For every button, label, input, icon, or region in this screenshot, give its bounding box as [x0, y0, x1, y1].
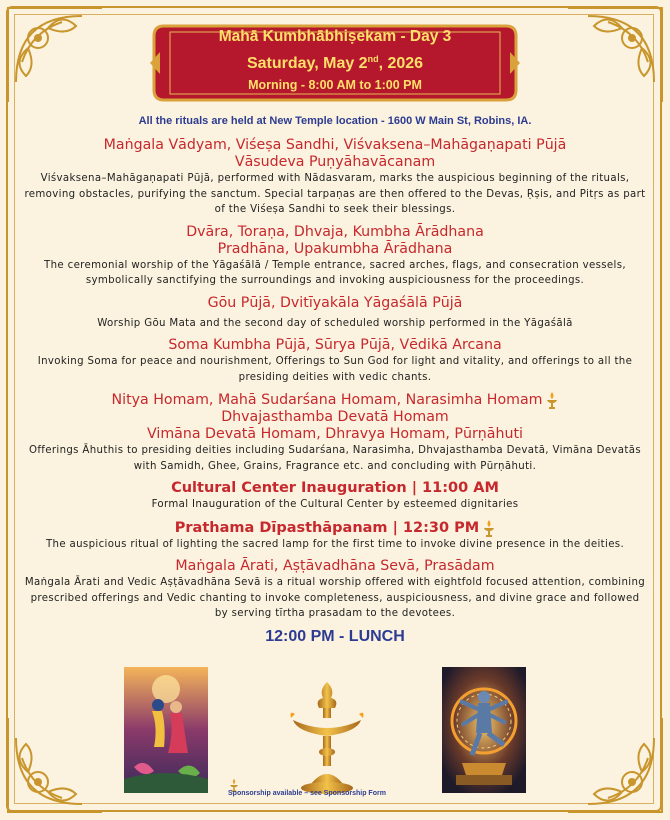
- schedule-item: [24, 391, 646, 474]
- section-description: The ceremonial worship of the Yāgaśālā / Temple entrance, sacred arches, flags, and consecration vessels, symbolically sanctifying the surroundings and invoking auspiciousness for the proceedings.: [44, 259, 626, 286]
- event-title: Mahā Kumbhābhiṣekam - Day 3: [218, 28, 452, 45]
- section-title: Prathama Dīpasthāpanam | 12:30 PM: [24, 519, 646, 537]
- section-title: Maṅgala Vādyam, Viśeṣa Sandhi, Viśvaksena–Mahāgaṇapati Pūjā Vāsudeva Puṇyāhavācanam: [103, 137, 567, 170]
- event-date: Saturday, May 2nd, 2026: [246, 54, 424, 72]
- section-title: Gōu Pūjā, Dvitīyakāla Yāgaśālā Pūjā: [207, 294, 463, 311]
- sponsor-lamp-icon: [546, 391, 558, 409]
- section-description: Worship Gōu Mata and the second day of scheduled worship performed in the Yāgaśālā: [97, 317, 573, 329]
- schedule-item: [24, 519, 646, 553]
- lunch-time: 12:00 PM - LUNCH: [265, 627, 405, 645]
- schedule-item: [24, 558, 646, 622]
- section-description: Offerings Āhuthis to presiding deities including Sudarśana, Narasimha, Dhvajasthamba Devatā, Vimāna Devatās with Samidh, Ghee, Grains, Fragrance etc. and concluding with Pūrṇāhuti.: [28, 445, 641, 472]
- schedule-item: [24, 137, 646, 218]
- corner-ornament-icon: [2, 708, 112, 818]
- section-title: Dvāra, Toraṇa, Dhvaja, Kumbha Ārādhana Pradhāna, Upakumbha Ārādhana: [186, 223, 484, 257]
- brass-lamp-icon: [285, 680, 369, 802]
- section-title: Maṅgala Ārati, Aṣṭāvadhāna Sevā, Prasādam: [175, 558, 495, 574]
- corner-ornament-icon: [558, 708, 668, 818]
- schedule-item: [24, 295, 646, 332]
- corner-ornament-icon: [558, 2, 668, 112]
- section-description: The auspicious ritual of lighting the sacred lamp for the first time to invoke divine presence in the deities.: [45, 538, 625, 550]
- schedule-item: [24, 480, 646, 513]
- schedule-item: [24, 224, 646, 289]
- header-text: [150, 27, 520, 94]
- event-time: Morning - 8:00 AM to 1:00 PM: [248, 78, 422, 92]
- corner-ornament-icon: [2, 2, 112, 112]
- krishna-painting-icon: [124, 667, 208, 793]
- section-title: Nitya Homam, Mahā Sudarśana Homam, Narasimha Homam Dhvajasthamba Devatā Homam Vimāna Devatā Homam, Dhravya Homam, Pūrṇāhuti: [24, 391, 646, 443]
- sponsorship-note: Sponsorship available – see Sponsorship Form: [228, 790, 386, 797]
- sponsor-lamp-icon: [483, 519, 495, 537]
- location-note: All the rituals are held at New Temple location - 1600 W Main St, Robins, IA.: [138, 115, 532, 127]
- section-description: Viśvaksena–Mahāgaṇapati Pūjā, performed with Nādasvaram, marks the auspicious beginning of the rituals, removing obstacles, purifying the sanctum. Special tarpaṇas are then offered to the Devas, Ṛṣis, and Pitṛs as part of the Viśeṣa Sandhi to seek their blessings.: [24, 173, 646, 215]
- schedule-item: [24, 337, 646, 385]
- section-description: Invoking Soma for peace and nourishment, Offerings to Sun God for light and vitality, and offerings to all the presiding deities with vedic chants.: [37, 356, 633, 383]
- section-title: Soma Kumbha Pūjā, Sūrya Pūjā, Vēdikā Arcana: [168, 337, 502, 353]
- section-description: Maṅgala Ārati and Vedic Aṣṭāvadhāna Sevā is a ritual worship offered with eightfold focused attention, combining prescribed offerings and Vedic chanting to invoke completeness, auspiciousness, and divine grace and followed by serving tīrtha prasadam to the devotees.: [24, 577, 646, 619]
- section-title: Cultural Center Inauguration | 11:00 AM: [171, 480, 499, 496]
- schedule-content: [24, 115, 646, 646]
- nataraja-painting-icon: [442, 667, 526, 793]
- section-description: Formal Inauguration of the Cultural Center by esteemed dignitaries: [151, 499, 519, 510]
